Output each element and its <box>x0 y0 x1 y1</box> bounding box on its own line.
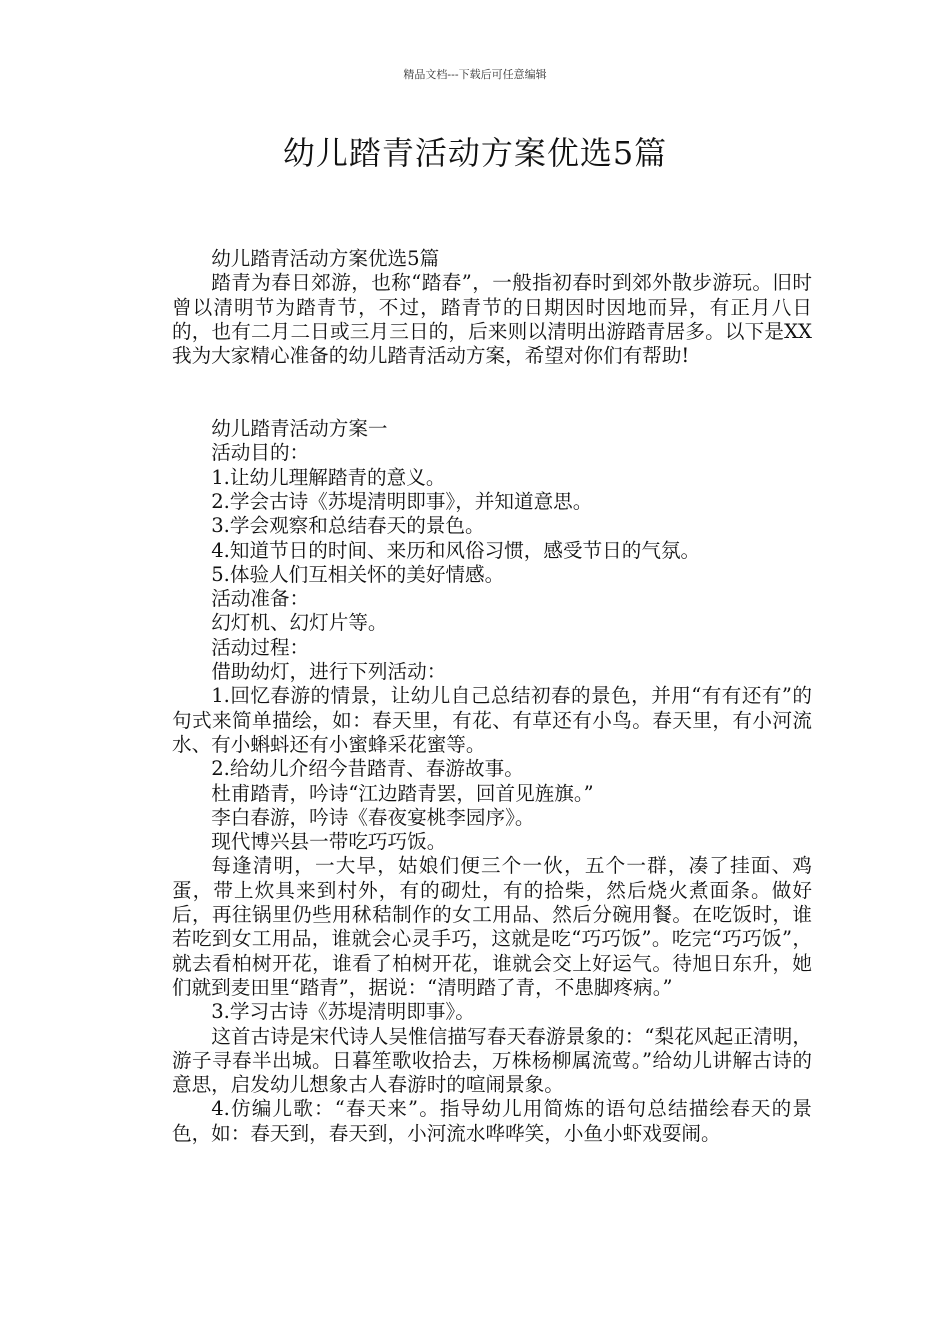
intro-heading: 幼儿踏青活动方案优选5篇 <box>211 247 440 270</box>
process-intro: 借助幼灯，进行下列活动： <box>211 660 447 684</box>
process-step: 2.给幼儿介绍今昔踏青、春游故事。 <box>211 757 524 781</box>
story-line: 现代博兴县一带吃巧巧饭。 <box>211 830 447 854</box>
goal-item: 3.学会观察和总结春天的景色。 <box>211 514 485 538</box>
subheading-preparation: 活动准备： <box>211 587 310 611</box>
goal-item: 5.体验人们互相关怀的美好情感。 <box>211 562 505 586</box>
section-spacer <box>172 368 812 417</box>
intro-paragraph: 踏青为春日郊游，也称“踏春”，一般指初春时到郊外散步游玩。旧时曾以清明节为踏青节，不过，踏青节的日期因时因地而异，有正月八日的，也有二月二日或三月三日的，后来则以清明出游踏青居多。以下是XX我为大家精心准备的幼儿踏青活动方案，希望对你们有帮助! <box>172 271 812 368</box>
goal-item: 4.知道节日的时间、来历和风俗习惯，感受节日的气氛。 <box>211 538 701 562</box>
goal-item: 1.让幼儿理解踏青的意义。 <box>211 465 446 489</box>
story-line: 杜甫踏青，吟诗“江边踏青罢，回首见旌旗。” <box>211 781 594 805</box>
document-title: 幼儿踏青活动方案优选5篇 <box>282 134 668 172</box>
story-line: 李白春游，吟诗《春夜宴桃李园序》。 <box>211 805 535 829</box>
poem-paragraph: 这首古诗是宋代诗人吴惟信描写春天春游景象的：“梨花风起正清明，游子寻春半出城。日暮笙歌收拾去，万株杨柳属流莺。”给幼儿讲解古诗的意思，启发幼儿想象古人春游时的喧闹景象。 <box>172 1024 812 1097</box>
goal-item: 2.学会古诗《苏堤清明即事》，并知道意思。 <box>211 489 593 513</box>
subheading-goals: 活动目的： <box>211 441 310 465</box>
subheading-process: 活动过程： <box>211 635 310 659</box>
section-heading: 幼儿踏青活动方案一 <box>211 417 388 441</box>
preparation-text: 幻灯机、幻灯片等。 <box>211 611 388 635</box>
page-header: 精品文档---下载后可任意编辑 <box>403 68 547 81</box>
story-paragraph: 每逢清明，一大早，姑娘们便三个一伙，五个一群，凑了挂面、鸡蛋，带上炊具来到村外，有的砌灶，有的拾柴，然后烧火煮面条。做好后，再往锅里仍些用秫秸制作的女工用品、然后分碗用餐。在吃饭时，谁若吃到女工用品，谁就会心灵手巧，这就是吃“巧巧饭”。吃完“巧巧饭”，就去看柏树开花，谁看了柏树开花，谁就会交上好运气。待旭日东升，她们就到麦田里“踏青”，据说：“清明踏了青，不患脚疼病。” <box>172 854 812 999</box>
process-step: 4.仿编儿歌：“春天来”。指导幼儿用简炼的语句总结描绘春天的景色，如：春天到，春天到，小河流水哗哗笑，小鱼小虾戏耍闹。 <box>172 1097 812 1145</box>
process-step: 3.学习古诗《苏堤清明即事》。 <box>211 1000 475 1024</box>
process-step: 1.回忆春游的情景，让幼儿自己总结初春的景色，并用“有有还有”的句式来简单描绘，如：春天里，有花、有草还有小鸟。春天里，有小河流水、有小蝌蚪还有小蜜蜂采花蜜等。 <box>172 684 812 756</box>
document-body <box>172 247 812 1146</box>
